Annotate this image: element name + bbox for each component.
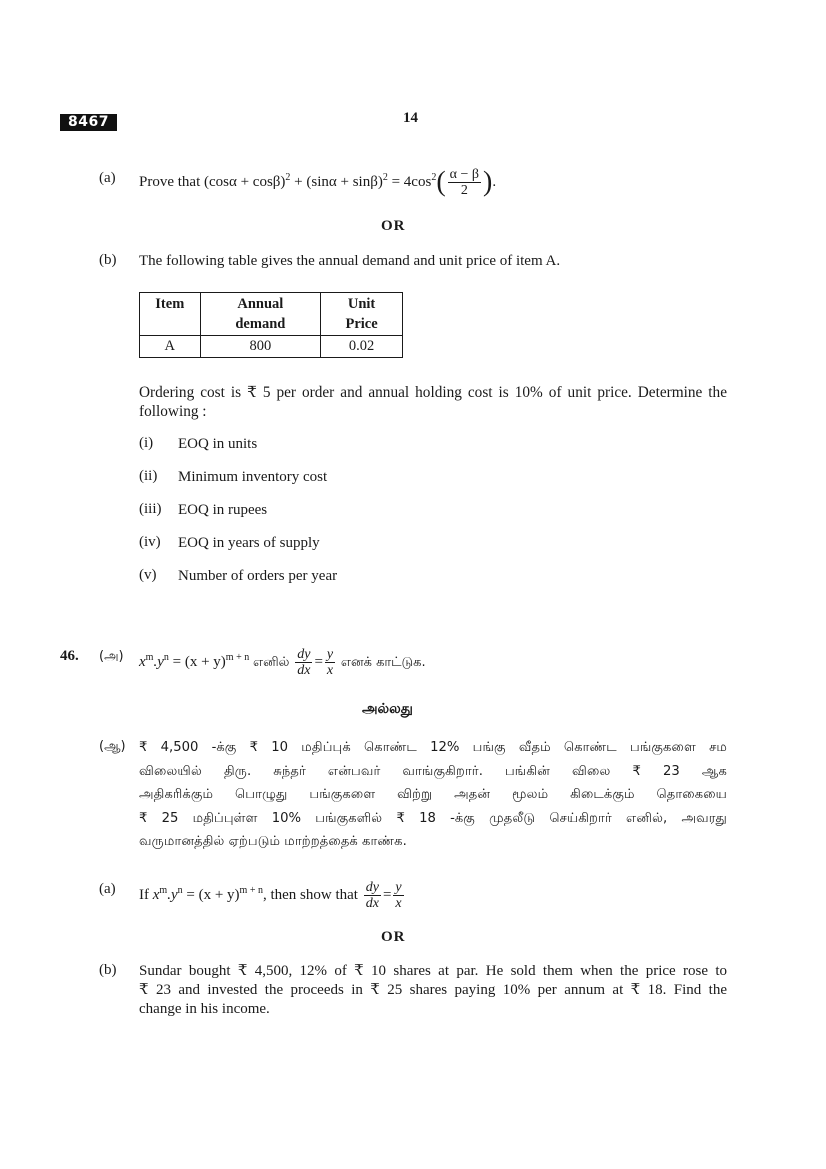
table-row [140, 336, 403, 358]
q46-or: OR [381, 929, 406, 945]
english-line: change in his income. [139, 1001, 270, 1017]
frac-den: dx [365, 896, 379, 912]
tamil-line: ₹ 25 மதிப்புள்ள 10% பங்குகளில் ₹ 18 -க்கு முதலீடு செய்கிறார் எனில், அவரது [139, 810, 727, 826]
expr-rhs: = (x + y) [168, 654, 226, 670]
table-header: Item [140, 293, 201, 336]
tamil-or: அல்லது [362, 701, 413, 717]
q45-a-sup1: 2 [285, 172, 291, 183]
tamil-line: அதிகரிக்கும் பொழுது பங்குகளை விற்று அதன் மூலம் கிடைக்கும் தொகையை [139, 787, 727, 802]
tamil-show: எனக் காட்டுக. [340, 655, 426, 670]
sup-m: m [159, 885, 168, 896]
list-item-num: (iv) [139, 534, 161, 550]
expr-rhs: = (x + y) [182, 887, 240, 903]
list-item-text: EOQ in years of supply [178, 535, 320, 551]
frac-den: dx [297, 663, 311, 679]
dy-dx-fraction [364, 880, 381, 911]
q45-b-paragraph: Ordering cost is ₹ 5 per order and annual holding cost is 10% of unit price. Determine the following : [139, 384, 727, 420]
list-item-num: (iii) [139, 501, 162, 517]
q46-b-paragraph [139, 962, 727, 1019]
list-item-text: Number of orders per year [178, 568, 338, 584]
table-cell: 0.02 [321, 336, 403, 358]
q45-b-text: The following table gives the annual demand and unit price of item A. [139, 253, 561, 269]
q46-ta-statement: $x^m.y^n = (x + y)^{m + n}$ எனில் $\frac{dy}{dx}$ = $\frac{y}{x}$ எனக் காட்டுக. [139, 647, 426, 679]
paper-code-badge: 8467 [60, 114, 117, 131]
sup-mn: m + n [239, 885, 263, 896]
list-item-text: EOQ in rupees [178, 502, 268, 518]
q45-a-text: Prove that (cosα + cosβ) [139, 174, 286, 190]
q45-a-frac-num: α − β [449, 167, 479, 183]
q45-a-statement [139, 160, 496, 200]
table-cell: 800 [200, 336, 321, 358]
right-paren: ) [483, 166, 493, 198]
y-x-fraction [325, 647, 335, 678]
sup-m: m [145, 652, 154, 663]
q45-a-frac-den: 2 [460, 183, 468, 199]
q45-b-label: (b) [99, 252, 117, 268]
english-line: Sundar bought ₹ 4,500, 12% of ₹ 10 shares at par. He sold them when the price rose to [139, 963, 727, 979]
list-item-text: EOQ in units [178, 436, 258, 452]
table-header-row [140, 293, 403, 336]
frac-den: x [326, 663, 334, 679]
y-x-fraction [393, 880, 403, 911]
frac-den: x [395, 896, 402, 912]
page-number: 14 [403, 110, 418, 126]
frac-num: dy [365, 880, 379, 896]
expr-x: x [152, 887, 160, 903]
q45-a-fraction [448, 167, 481, 198]
tamil-line: விலையில் திரு. சுந்தர் என்பவர் வாங்குகிறார். பங்கின் விலை ₹ 23 ஆக [139, 763, 727, 779]
q46-tb-paragraph [139, 736, 727, 854]
q45-a-label: (a) [99, 170, 116, 186]
q45-a-sup3: 2 [431, 172, 437, 183]
demand-table [139, 292, 403, 358]
english-line: ₹ 23 and invested the proceeds in ₹ 25 shares paying 10% per annum at ₹ 18. Find the [139, 982, 727, 998]
if-text: If [139, 887, 153, 903]
frac-num: dy [297, 647, 311, 663]
sup-n: n [163, 652, 169, 663]
table-header: Annual demand [200, 293, 321, 336]
list-item-num: (v) [139, 567, 157, 583]
tamil-line: வருமானத்தில் ஏற்படும் மாற்றத்தைக் காண்க. [139, 834, 407, 849]
q46-a-statement: If $x^m.y^n = (x + y)^{m + n}$, then show that $\frac{dy}{dx}$ = $\frac{y}{x}$ [139, 880, 402, 912]
q46-b-label: (b) [99, 962, 117, 978]
q46-ta-label: (அ) [99, 649, 124, 664]
expr-y: .y [153, 654, 164, 670]
q45-a-sup2: 2 [382, 172, 388, 183]
sup-mn: m + n [225, 652, 250, 663]
question-number: 46. [60, 648, 79, 664]
dy-dx-fraction [295, 647, 312, 678]
left-paren: ( [436, 166, 446, 198]
expr-y: .y [167, 887, 178, 903]
list-item-num: (ii) [139, 468, 158, 484]
q45-a-end: . [492, 174, 497, 190]
list-item-num: (i) [139, 435, 154, 451]
q45-a-mid: + (sinα + sinβ) [290, 174, 383, 190]
q45-or: OR [381, 218, 406, 234]
sup-n: n [177, 885, 183, 896]
frac-num: y [326, 647, 334, 663]
tamil-if: எனில் [252, 655, 290, 670]
expr-x: x [139, 654, 146, 670]
tamil-line: ₹ 4,500 -க்கு ₹ 10 மதிப்புக் கொண்ட 12% பங்கு வீதம் கொண்ட பங்குகளை சம [139, 740, 727, 755]
frac-num: y [395, 880, 402, 896]
q46-a-label: (a) [99, 881, 116, 897]
table-header: Unit Price [321, 293, 403, 336]
list-item-text: Minimum inventory cost [178, 469, 328, 485]
then-text: , then show that [262, 887, 358, 903]
table-cell: A [140, 336, 201, 358]
q46-tb-label: (ஆ) [99, 739, 126, 754]
q45-a-eq: = 4cos [387, 174, 432, 190]
